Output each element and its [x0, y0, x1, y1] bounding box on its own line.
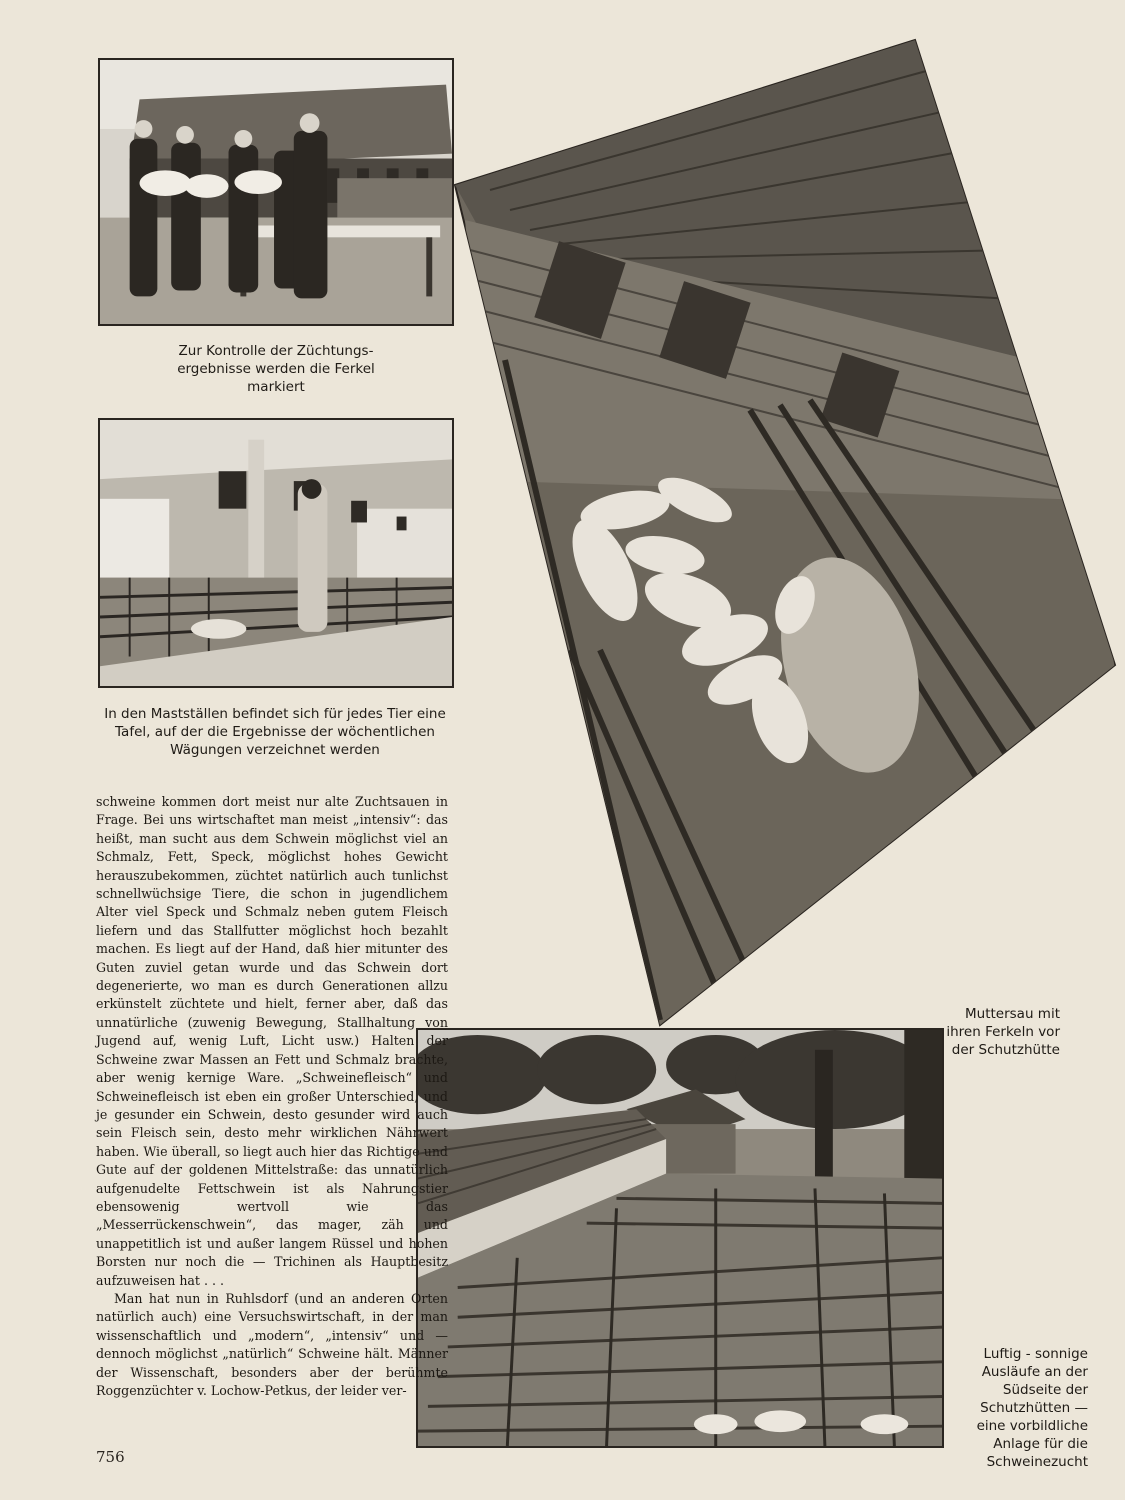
photo-sow-with-piglets: [370, 30, 1125, 1030]
article-body: [96, 793, 448, 1400]
caption-line: Schutzhütten —: [980, 1400, 1088, 1416]
caption-line: ihren Ferkeln vor: [946, 1024, 1060, 1040]
caption-line: In den Mastställen befindet sich für jedes Tier eine: [104, 706, 446, 722]
caption-line: eine vorbildliche: [976, 1418, 1088, 1434]
caption-line: der Schutzhütte: [951, 1042, 1060, 1058]
caption-line: Südseite der: [1002, 1382, 1088, 1398]
caption-line: Tafel, auf der die Ergebnisse der wöchentlichen: [115, 724, 435, 740]
caption-line: Zur Kontrolle der Züchtungs-: [178, 343, 374, 359]
caption-sow-with-piglets: [930, 1005, 1060, 1059]
page-number: 756: [96, 1448, 125, 1466]
caption-line: Muttersau mit: [965, 1006, 1060, 1022]
caption-line: Wägungen verzeichnet werden: [170, 742, 380, 758]
article-paragraph: schweine kommen dort meist nur alte Zuchtsauen in Frage. Bei uns wirtschaftet man meist „intensiv“: das heißt, man sucht aus dem Schwein möglichst viel an Schmalz, Fett, Speck, möglichst hohes Gewicht herauszubekommen, züchtet natürlich auch tunlichst schnellwüchsige Tiere, die schon in jugendlichem Alter viel Speck und Schmalz neben gutem Fleisch liefern und das Stallfutter möglichst hoch bezahlt machen. Es liegt auf der Hand, daß hier mitunter des Guten zuviel getan wurde und das Schwein dort degenerierte, wo man es durch Generationen allzu erkünstelt züchtete und hielt, ferner aber, daß das unnatürliche (zuwenig Bewegung, Stallhaltung von Jugend auf, wenig Luft, Licht usw.) Halten der Schweine zwar Massen an Fett und Schmalz brachte, aber wenig kernige Ware. „Schweinefleisch“ und Schweinefleisch ist eben ein großer Unterschied, und je gesunder ein Schwein, desto gesunder wird auch sein Fleisch sein, desto mehr wirklichen Nährwert haben. Wie überall, so liegt auch hier das Richtige und Gute auf der goldenen Mittelstraße: das unnatürlich aufgenudelte Fettschwein ist als Nahrungstier ebensowenig wertvoll wie das „Messerrückenschwein“, das mager, zäh und unappetitlich ist und außer langem Rüssel und hohen Borsten nur noch die — Trichinen als Hauptbesitz aufzuweisen hat . . .: [96, 794, 448, 1288]
caption-line: markiert: [247, 379, 305, 395]
caption-line: Luftig - sonnige: [983, 1346, 1088, 1362]
caption-line: ergebnisse werden die Ferkel: [177, 361, 375, 377]
caption-line: Schweinezucht: [986, 1454, 1088, 1470]
caption-outdoor-pens: [940, 1345, 1088, 1471]
photo-outdoor-pens: [416, 1028, 944, 1448]
caption-line: Ausläufe an der: [981, 1364, 1088, 1380]
caption-line: Anlage für die: [993, 1436, 1088, 1452]
article-paragraph: Man hat nun in Ruhlsdorf (und an anderen Orten natürlich auch) eine Versuchswirtschaft, in der man wissenschaftlich und „modern“, „intensiv“ und — dennoch möglichst „natürlich“ Schweine hält. Männer der Wissenschaft, besonders aber der berühmte Roggenzüchter v. Lochow-Petkus, der leider ver-: [96, 1290, 448, 1398]
